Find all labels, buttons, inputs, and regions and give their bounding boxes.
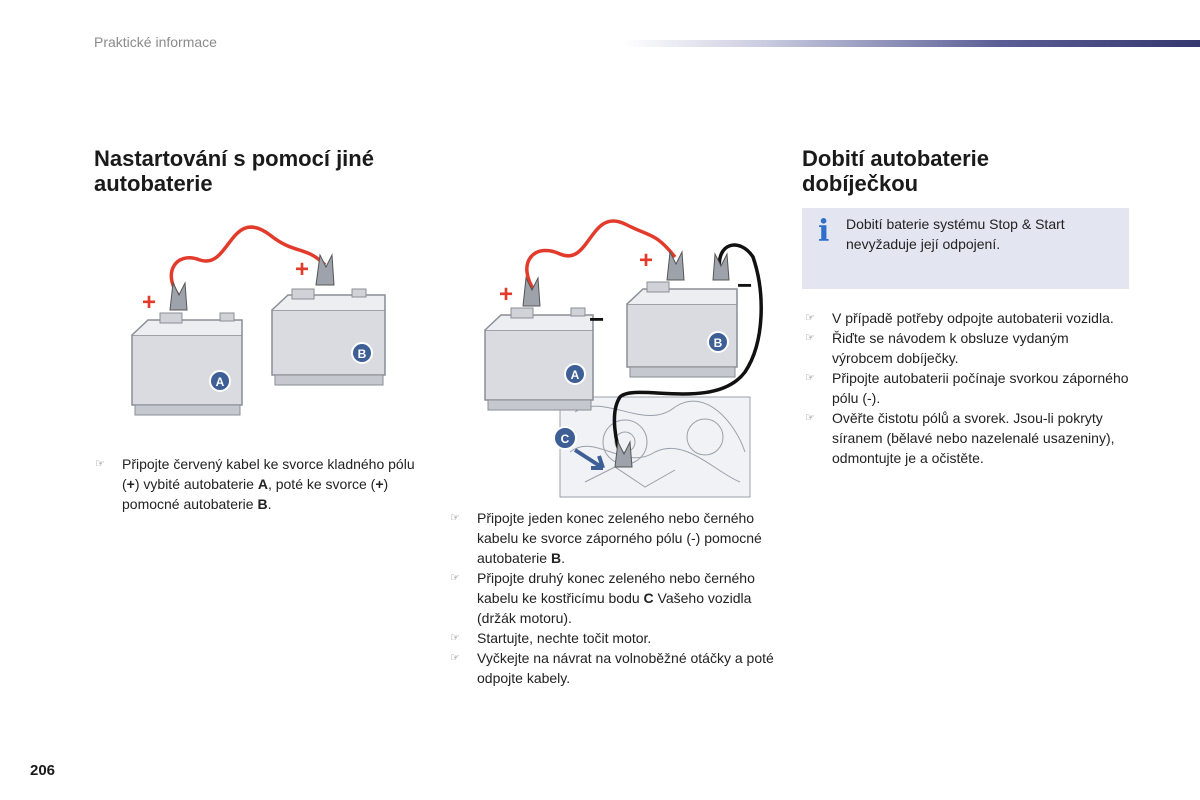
pointing-hand-icon: ☞ [805,412,815,424]
minus-sign-b: − [737,270,753,300]
pointing-hand-icon: ☞ [450,572,460,584]
info-text: Dobití baterie systému Stop & Start nevyžaduje její odpojení. [846,216,1065,252]
middle-instructions [450,508,780,688]
right-section-title: Dobití autobaterie dobíječkou [802,146,990,196]
list-item: ☞ Ověřte čistotu pólů a svorek. Jsou-li pokryty síranem (bělavé nebo nazelenalé usazeniny), odmontujte je a očistěte. [805,410,1115,466]
battery-b-label: B [713,336,723,350]
right-instructions [805,308,1130,468]
pointing-hand-icon: ☞ [805,312,815,324]
page-number: 206 [30,762,56,779]
jump-start-illustration [120,215,410,420]
battery-a-label: A [215,375,225,389]
list-item: ☞ V případě potřeby odpojte autobaterii vozidla. [805,310,1114,326]
list-item: ☞ Připojte červený kabel ke svorce kladného pólu (+) vybité autobaterie A, poté ke svorce (+) pomocné autobaterie B. [95,456,415,512]
info-icon: i [818,214,830,249]
header-accent-bar [622,40,1200,47]
list-item: ☞ Řiďte se návodem k obsluze vydaným výrobcem dobíječky. [805,330,1069,366]
list-item: ☞ Připojte jeden konec zeleného nebo černého kabelu ke svorce záporného pólu (-) pomocné autobaterie B. [450,510,762,566]
pointing-hand-icon: ☞ [805,372,815,384]
list-item: ☞ Vyčkejte na návrat na volnoběžné otáčky a poté odpojte kabely. [450,650,774,686]
engine-mount-drawing [560,397,750,497]
left-instructions [95,454,425,514]
pointing-hand-icon: ☞ [450,512,460,524]
pointing-hand-icon: ☞ [805,332,815,344]
battery-a-label: A [570,368,580,382]
minus-sign-a: − [589,304,605,334]
pointing-hand-icon: ☞ [450,632,460,644]
section-header: Praktické informace [94,34,217,50]
list-item: ☞ Startujte, nechte točit motor. [450,630,652,646]
battery-b [272,255,385,385]
plus-sign-b: + [639,247,654,274]
battery-b-label: B [357,347,367,361]
list-item: ☞ Připojte druhý konec zeleného nebo černého kabelu ke kostřicímu bodu C Vašeho vozidla (držák motoru). [450,570,755,626]
plus-sign-a: + [142,289,157,316]
plus-sign-a: + [499,281,514,308]
pointing-hand-icon: ☞ [95,458,105,470]
plus-sign-b: + [295,256,310,283]
ground-point-label: C [560,432,570,446]
info-box [802,208,1129,289]
jump-start-ground-illustration [475,212,775,502]
pointing-hand-icon: ☞ [450,652,460,664]
left-section-title: Nastartování s pomocí jiné autobaterie [94,146,374,196]
list-item: ☞ Připojte autobaterii počínaje svorkou záporného pólu (-). [805,370,1129,406]
